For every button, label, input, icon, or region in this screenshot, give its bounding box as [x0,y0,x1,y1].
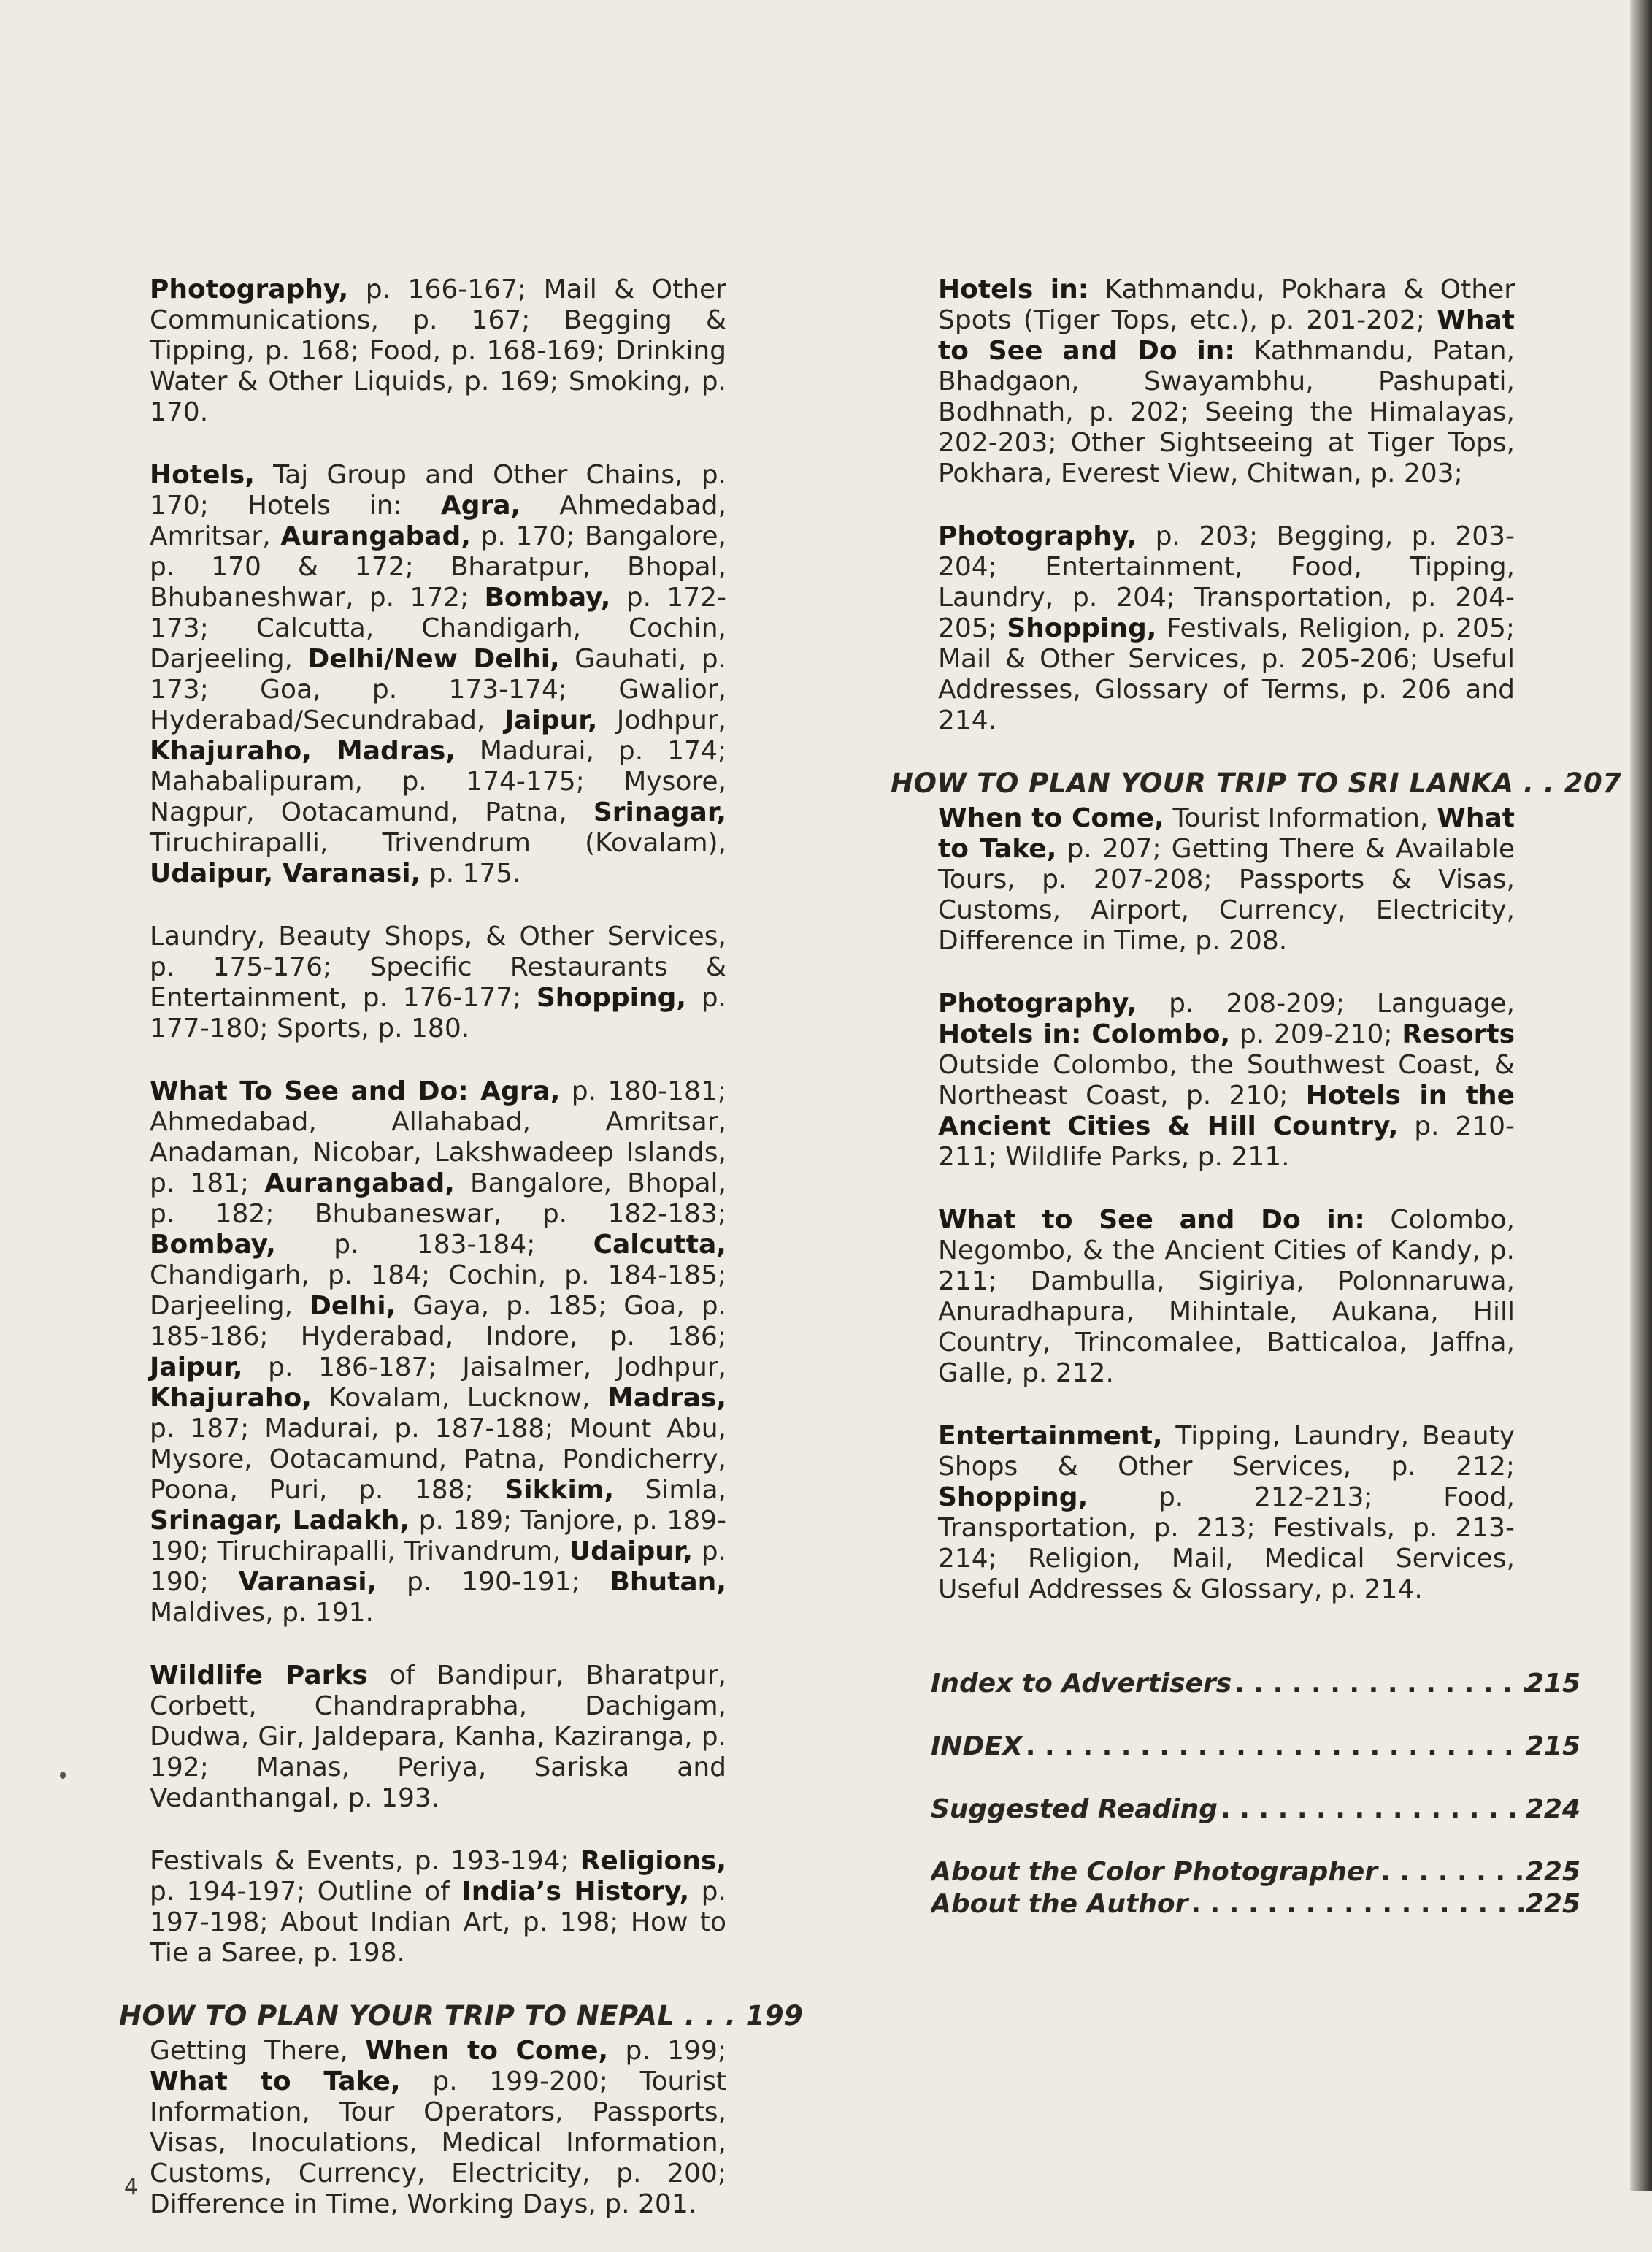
page-number: 4 [124,2175,139,2200]
toc-page: 225 [1525,1889,1580,1919]
toc-leader [1232,1668,1526,1700]
toc-page: 224 [1525,1794,1580,1824]
paragraph-festivals: Festivals & Events, p. 193-194; Religions, p. 194-197; Outline of India’s History, p. 197-198; About Indian Art, p. 198; How to Tie a Saree, p. 198. [150,1846,726,1968]
paragraph-nepal-hotels: Hotels in: Kathmandu, Pokhara & Other Spots (Tiger Tops, etc.), p. 201-202; What to See and Do in: Kathmandu, Patan, Bhadgaon, Swayambhu, Pashupati, Bodhnath, p. 202; Seeing the Himalayas, 202-203; Other Sightseeing at Tiger Tops, Pokhara, Everest View, Chitwan, p. 203; [938,275,1515,489]
toc-entry-author [931,1888,1580,1920]
toc-entry-suggested-reading [931,1793,1580,1826]
toc-leader [1023,1731,1526,1763]
paragraph-sri-lanka-when: When to Come, Tourist Information, What to Take, p. 207; Getting There & Available Tours, p. 207-208; Passports & Visas, Customs, Airport, Currency, Electricity, Difference in Time, p. 208. [938,803,1515,956]
paragraph-sri-lanka-photography: Photography, p. 208-209; Language, Hotels in: Colombo, p. 209-210; Resorts Outside Colombo, the Southwest Coast, & Northeast Coast, p. 210; Hotels in the Ancient Cities & Hill Country, p. 210-211; Wildlife Parks, p. 211. [938,989,1515,1172]
toc-entry-color-photographer [931,1856,1580,1888]
section-heading-nepal: HOW TO PLAN YOUR TRIP TO NEPAL . . . 199 [119,2000,804,2031]
toc-page: 215 [1525,1731,1580,1761]
right-column [891,275,1622,1920]
toc-leader [1188,1888,1526,1920]
paragraph-hotels: Hotels, Taj Group and Other Chains, p. 170; Hotels in: Agra, Ahmedabad, Amritsar, Aurangabad, p. 170; Bangalore, p. 170 & 172; Bharatpur, Bhopal, Bhubaneshwar, p. 172; Bombay, p. 172-173; Calcutta, Chandigarh, Cochin, Darjeeling, Delhi/New Delhi, Gauhati, p. 173; Goa, p. 173-174; Gwalior, Hyderabad/Secundrabad, Jaipur, Jodhpur, Khajuraho, Madras, Madurai, p. 174; Mahabalipuram, p. 174-175; Mysore, Nagpur, Ootacamund, Patna, Srinagar, Tiruchirapalli, Trivendrum (Kovalam), Udaipur, Varanasi, p. 175. [150,460,727,889]
paragraph-nepal-photography: Photography, p. 203; Begging, p. 203-204; Entertainment, Food, Tipping, Laundry, p. 204; Transportation, p. 204-205; Shopping, Festivals, Religion, p. 205; Mail & Other Services, p. 205-206; Useful Addresses, Glossary of Terms, p. 206 and 214. [938,521,1515,735]
toc-page: 215 [1525,1669,1580,1698]
paragraph-photography: Photography, p. 166-167; Mail & Other Communications, p. 167; Begging & Tipping, p. 168; Food, p. 168-169; Drinking Water & Other Liquids, p. 169; Smoking, p. 170. [150,275,726,427]
left-column [119,275,804,2252]
section-heading-sri-lanka: HOW TO PLAN YOUR TRIP TO SRI LANKA . . 207 [891,767,1622,799]
toc-label: INDEX [931,1731,1023,1761]
toc-entry-index-to-advertisers [931,1668,1580,1700]
toc-leader [1218,1793,1526,1826]
paragraph-sri-lanka-what-to-see: What to See and Do in: Colombo, Negombo, & the Ancient Cities of Kandy, p. 211; Dambulla, Sigiriya, Polonnaruwa, Anuradhapura, Mihintale, Aukana, Hill Country, Trincomalee, Batticaloa, Jaffna, Galle, p. 212. [938,1205,1515,1388]
paragraph-wildlife-parks: Wildlife Parks of Bandipur, Bharatpur, Corbett, Chandraprabha, Dachigam, Dudwa, Gir, Jaldepara, Kanha, Kaziranga, p. 192; Manas, Periya, Sariska and Vedanthangal, p. 193. [150,1661,726,1813]
paragraph-sri-lanka-entertainment: Entertainment, Tipping, Laundry, Beauty Shops & Other Services, p. 212; Shopping, p. 212-213; Food, Transportation, p. 213; Festivals, p. 213-214; Religion, Mail, Medical Services, Useful Addresses & Glossary, p. 214. [938,1421,1515,1604]
toc-label: Index to Advertisers [931,1669,1232,1698]
margin-mark [60,1772,66,1779]
book-spine-shadow [1630,0,1652,2191]
toc-page: 225 [1525,1857,1580,1887]
toc-leader [1378,1856,1526,1888]
paragraph-laundry: Laundry, Beauty Shops, & Other Services, p. 175-176; Specific Restaurants & Entertainment, p. 176-177; Shopping, p. 177-180; Sports, p. 180. [150,922,726,1043]
toc-label: About the Color Photographer [931,1857,1378,1887]
toc-label: About the Author [931,1889,1188,1919]
paragraph-nepal: Getting There, When to Come, p. 199; What to Take, p. 199-200; Tourist Information, Tour Operators, Passports, Visas, Inoculations, Medical Information, Customs, Currency, Electricity, p. 200; Difference in Time, Working Days, p. 201. [150,2036,727,2219]
paragraph-what-to-see: What To See and Do: Agra, p. 180-181; Ahmedabad, Allahabad, Amritsar, Anadaman, Nicobar, Lakshwadeep Islands, p. 181; Aurangabad, Bangalore, Bhopal, p. 182; Bhubaneswar, p. 182-183; Bombay, p. 183-184; Calcutta, Chandigarh, p. 184; Cochin, p. 184-185; Darjeeling, Delhi, Gaya, p. 185; Goa, p. 185-186; Hyderabad, Indore, p. 186; Jaipur, p. 186-187; Jaisalmer, Jodhpur, Khajuraho, Kovalam, Lucknow, Madras, p. 187; Madurai, p. 187-188; Mount Abu, Mysore, Ootacamund, Patna, Pondicherry, Poona, Puri, p. 188; Sikkim, Simla, Srinagar, Ladakh, p. 189; Tanjore, p. 189-190; Tiruchirapalli, Trivandrum, Udaipur, p. 190; Varanasi, p. 190-191; Bhutan, Maldives, p. 191. [150,1076,727,1628]
toc-entry-index [931,1731,1580,1763]
toc-label: Suggested Reading [931,1794,1218,1824]
